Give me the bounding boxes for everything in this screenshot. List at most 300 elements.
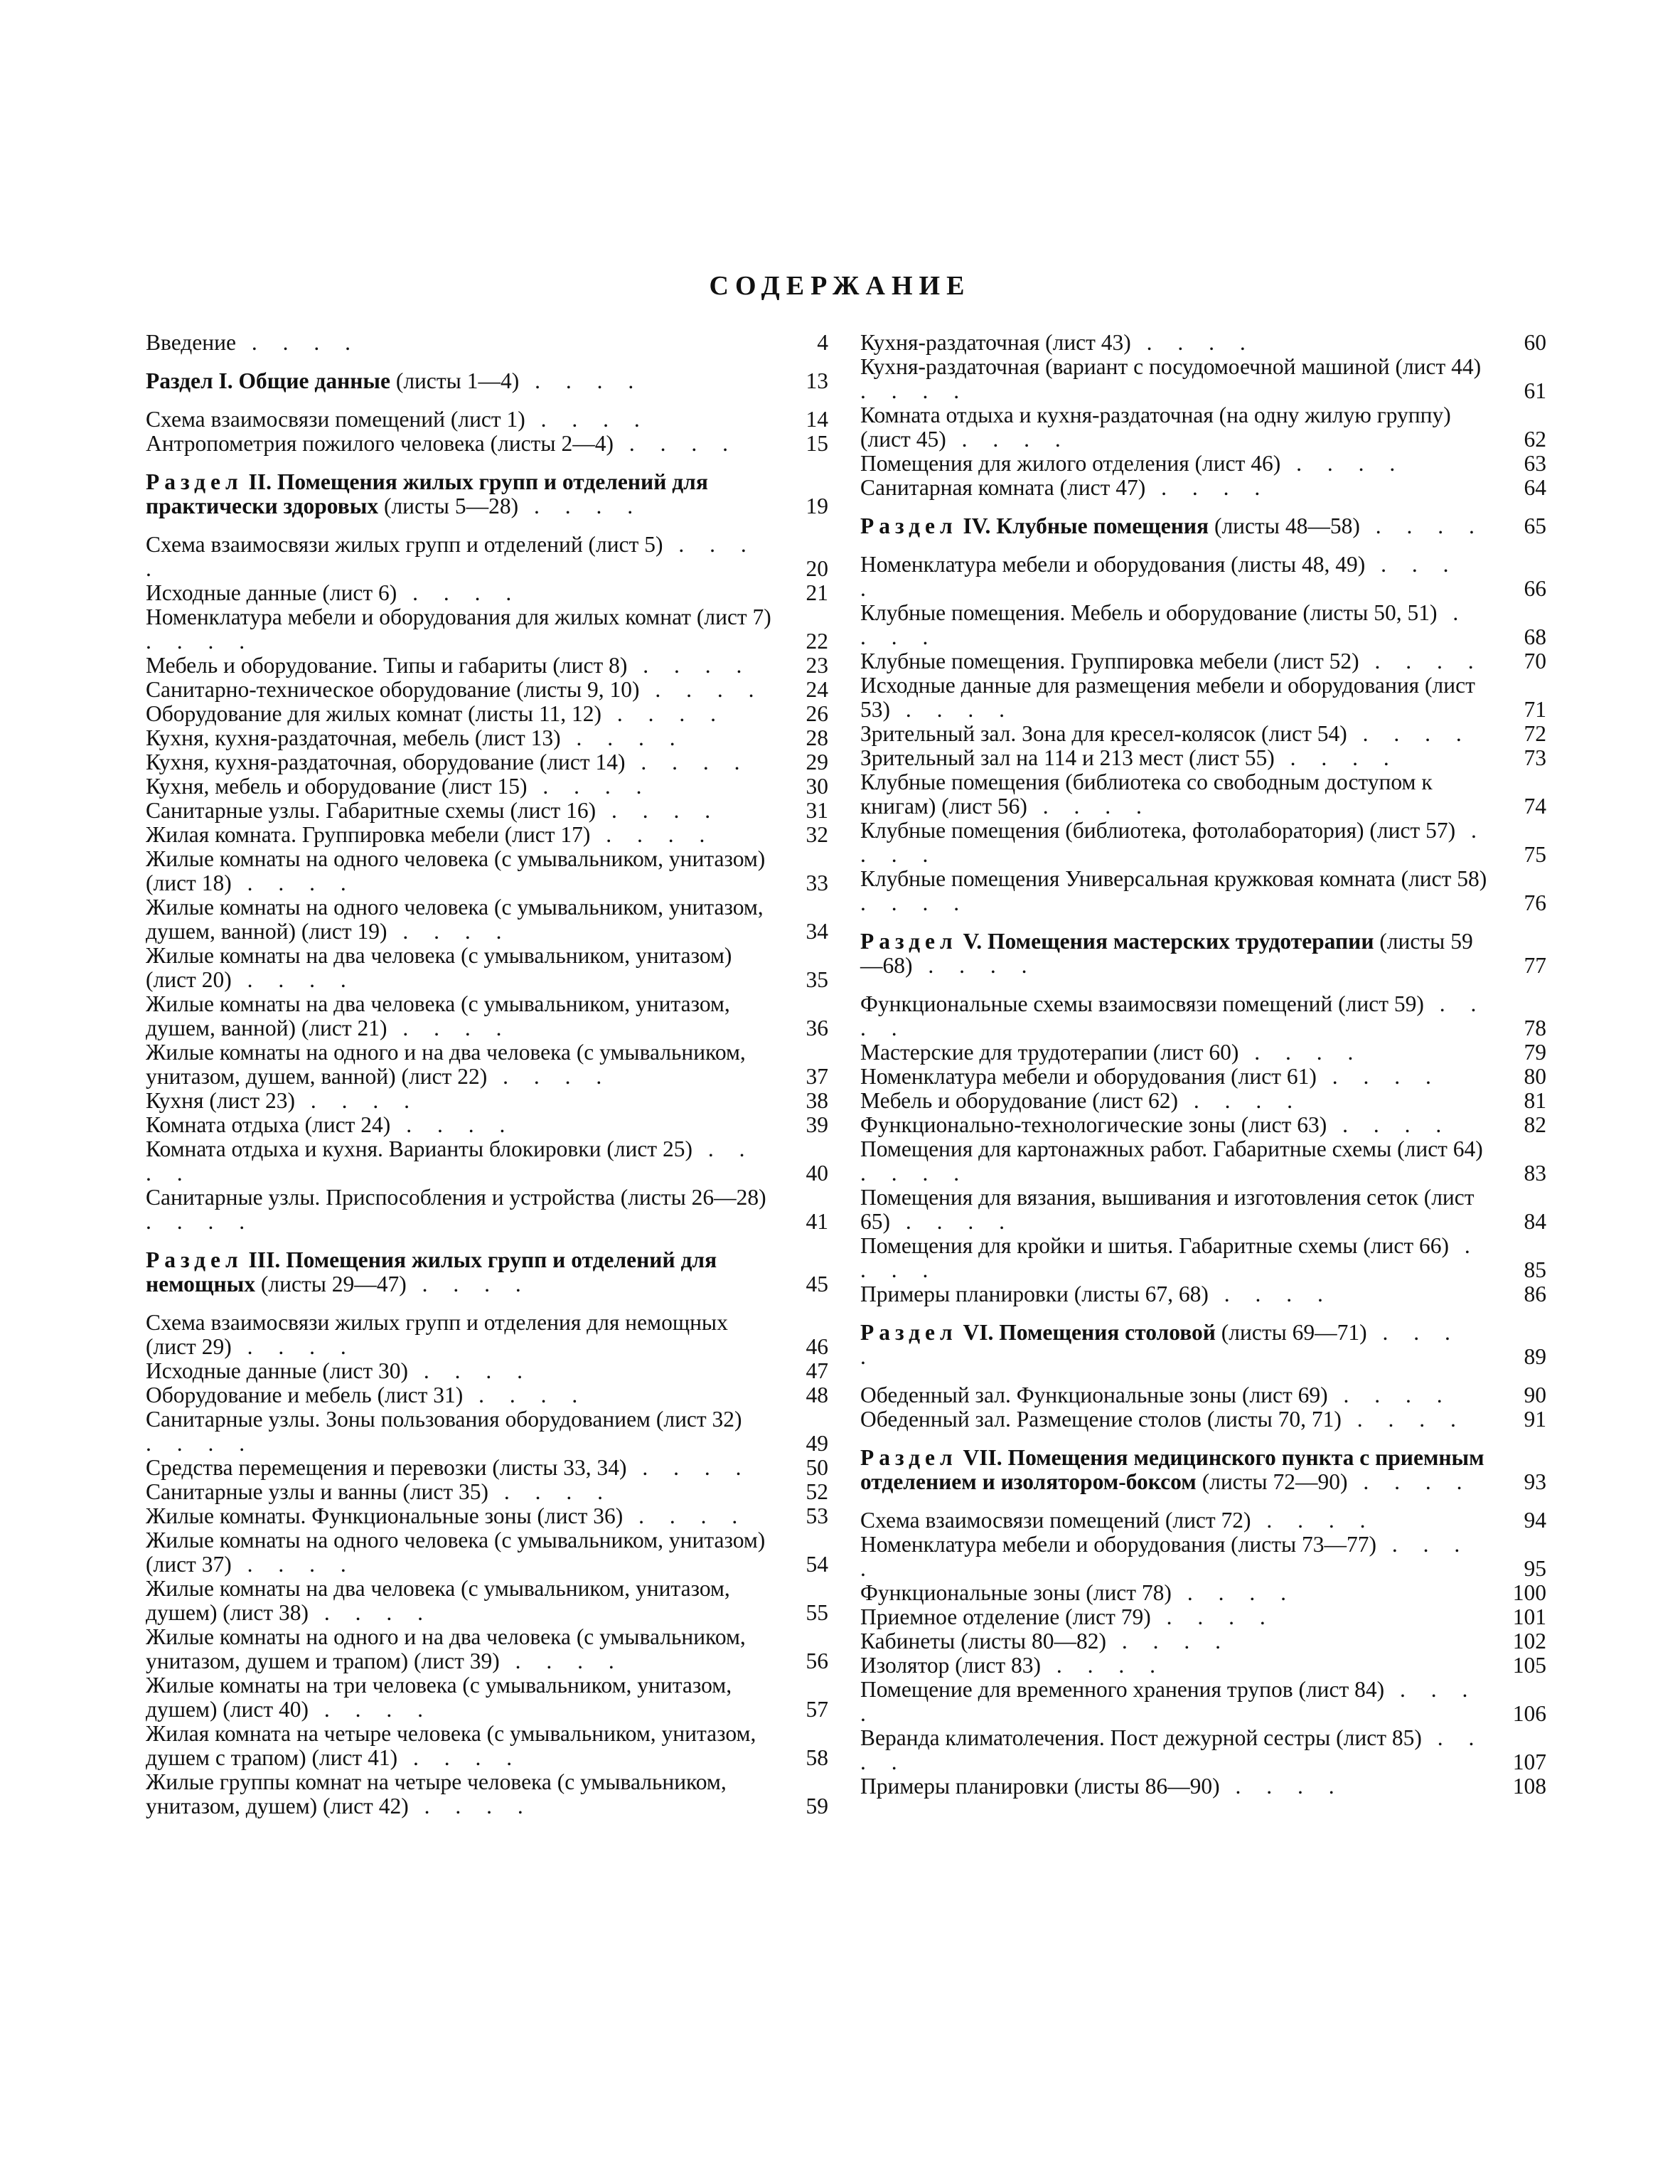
toc-entry-title (146, 1673, 771, 1722)
toc-entry (146, 702, 828, 726)
page-number: 13 (806, 368, 828, 393)
leader-dots: . . . . (1238, 1040, 1364, 1065)
entry-text: Санитарные узлы. Зоны пользования оборудованием (лист 32) (146, 1407, 742, 1432)
toc-entry (146, 1383, 828, 1407)
toc-entry (860, 1089, 1546, 1113)
entry-text: Изолятор (лист 83) (860, 1653, 1041, 1678)
entry-text: Комната отдыха (лист 24) (146, 1112, 391, 1137)
entry-text: Жилые комнаты на два человека (с умывальником, унитазом, душем, ванной) (лист 21) (146, 991, 730, 1040)
section-word: Раздел (146, 1247, 243, 1272)
page-number: 36 (806, 1016, 828, 1040)
leader-dots: . . . . (309, 1600, 433, 1625)
toc-entry-title (860, 601, 1489, 649)
page-number: 62 (1524, 427, 1546, 452)
entry-text: Клубные помещения Универсальная кружковая комната (лист 58) (860, 866, 1487, 891)
entry-text: (листы 59—68) (860, 929, 1473, 978)
toc-entry (146, 1137, 828, 1186)
toc-entry (146, 1456, 828, 1480)
toc-section-entry (860, 1321, 1546, 1369)
page-number: 15 (806, 431, 828, 456)
page-number: 28 (806, 725, 828, 750)
toc-section-entry (146, 331, 828, 355)
leader-dots: . . . . (590, 822, 715, 847)
page-number: 26 (806, 701, 828, 726)
toc-entry-title (860, 770, 1489, 819)
page-number: 35 (806, 967, 828, 992)
page-number: 46 (806, 1334, 828, 1359)
toc-entry (860, 649, 1546, 673)
entry-text: Мебель и оборудование (лист 62) (860, 1088, 1178, 1113)
toc-entry (146, 750, 828, 774)
toc-entry-title (860, 673, 1489, 722)
entry-text: Веранда климатолечения. Пост дежурной сестры (лист 85) (860, 1725, 1422, 1750)
page-number: 105 (1512, 1653, 1546, 1678)
toc-entry-title (146, 1577, 771, 1625)
page-number: 77 (1524, 953, 1546, 978)
page-number: 95 (1524, 1556, 1546, 1581)
entry-text: Примеры планировки (листы 86—90) (860, 1774, 1220, 1799)
page-number: 49 (806, 1431, 828, 1456)
toc-entry (146, 1089, 828, 1113)
entry-text: Клубные помещения. Мебель и оборудование (листы 50, 51) (860, 600, 1438, 625)
toc-entry (860, 1678, 1546, 1726)
toc-entry-title (860, 1678, 1489, 1726)
toc-entry-title (146, 581, 771, 605)
leader-dots: . . . . (387, 1016, 512, 1040)
leader-dots: . . . . (1274, 745, 1399, 770)
toc-entry (146, 1311, 828, 1359)
toc-column-right (860, 331, 1546, 1799)
leader-dots: . . . . (1280, 451, 1406, 476)
toc-entry (860, 601, 1546, 649)
page-number: 78 (1524, 1016, 1546, 1040)
leader-dots: . . . . (860, 378, 970, 403)
entry-text: Жилые комнаты на одного и на два человека (с умывальником, унитазом, душем, ванной) (лист 22) (146, 1040, 746, 1089)
leader-dots: . . . . (626, 1455, 751, 1480)
toc-entry-title (146, 1770, 771, 1818)
leader-dots: . . . . (1341, 1407, 1466, 1432)
toc-entry (146, 799, 828, 823)
page-number: 68 (1524, 624, 1546, 649)
page-number: 29 (806, 750, 828, 774)
leader-dots: . . . . (860, 600, 1469, 649)
page-number: 59 (806, 1794, 828, 1818)
toc-section-entry (146, 369, 828, 393)
entry-text: (листы 1—4) (390, 368, 520, 393)
toc-entry (860, 722, 1546, 746)
toc-entry-title (146, 605, 771, 654)
leader-dots: . . . . (488, 1479, 614, 1504)
entry-text: Зрительный зал. Зона для кресел-колясок (лист 54) (860, 721, 1347, 746)
leader-dots: . . . . (146, 629, 255, 654)
toc-entry-title (146, 1186, 771, 1234)
leader-dots: . . . . (1106, 1629, 1231, 1653)
leader-dots: . . . . (1040, 1653, 1165, 1678)
entry-text: (листы 69—71) (1215, 1320, 1367, 1345)
toc-entry (146, 581, 828, 605)
toc-entry-title (146, 533, 771, 581)
entry-text: Мебель и оборудование. Типы и габариты (лист 8) (146, 653, 628, 678)
leader-dots: . . . . (627, 653, 752, 678)
entry-text: Обеденный зал. Размещение столов (листы 70, 71) (860, 1407, 1342, 1432)
toc-entry-title (146, 1311, 771, 1359)
page-number: 70 (1524, 649, 1546, 673)
page-number: 63 (1524, 451, 1546, 476)
toc-entry-title (860, 1065, 1489, 1089)
leader-dots: . . . . (860, 1677, 1478, 1726)
section-heading: IV. Клубные помещения (957, 513, 1209, 538)
entry-text: (листы 29—47) (255, 1272, 407, 1296)
toc-entry (146, 1359, 828, 1383)
leader-dots: . . . . (639, 677, 764, 702)
page-number: 91 (1524, 1407, 1546, 1432)
page-number: 81 (1524, 1088, 1546, 1113)
toc-entry-title (146, 702, 771, 726)
page-number: 57 (806, 1697, 828, 1722)
leader-dots: . . . . (860, 1725, 1484, 1774)
page-number: 75 (1524, 842, 1546, 867)
toc-entry-title (860, 1137, 1489, 1186)
toc-entry-title (146, 1722, 771, 1770)
page-number: 72 (1524, 721, 1546, 746)
leader-dots: . . . . (560, 725, 685, 750)
page-number: 80 (1524, 1064, 1546, 1089)
leader-dots: . . . . (146, 1431, 255, 1456)
page-number: 33 (806, 870, 828, 895)
toc-entry (860, 1508, 1546, 1533)
toc-entry-title (146, 1383, 771, 1407)
section-word: Раздел (860, 1445, 958, 1470)
toc-column-left (146, 331, 828, 1818)
entry-text: Помещения для картонажных работ. Габаритные схемы (лист 64) (860, 1136, 1483, 1161)
leader-dots: . . . . (601, 701, 727, 726)
toc-entry (860, 1282, 1546, 1306)
toc-entry-title (146, 944, 771, 992)
entry-text: Санитарные узлы. Габаритные схемы (лист 16) (146, 798, 596, 823)
entry-text: Кухня, кухня-раздаточная, оборудование (лист 14) (146, 750, 626, 774)
section-word: Раздел (146, 469, 243, 494)
toc-entry (146, 1577, 828, 1625)
entry-text: Функциональные схемы взаимосвязи помещений (лист 59) (860, 991, 1424, 1016)
page-number: 100 (1512, 1580, 1546, 1605)
toc-entry-title (146, 750, 771, 774)
toc-entry-title (860, 1629, 1489, 1653)
entry-text: Номенклатура мебели и оборудования (листы 48, 49) (860, 552, 1366, 577)
toc-entry-title (146, 726, 771, 750)
toc-entry-title (146, 407, 771, 432)
leader-dots: . . . . (1027, 794, 1152, 819)
toc-entry (860, 452, 1546, 476)
page-number: 102 (1512, 1629, 1546, 1653)
leader-dots: . . . . (1150, 1604, 1275, 1629)
leader-dots: . . . . (860, 552, 1459, 601)
toc-entry-title (860, 1446, 1489, 1494)
entry-text: Функциональные зоны (лист 78) (860, 1580, 1172, 1605)
toc-section-entry (860, 929, 1546, 978)
entry-text: Помещения для кройки и шитья. Габаритные схемы (лист 66) (860, 1233, 1449, 1258)
entry-text: Обеденный зал. Функциональные зоны (лист 69) (860, 1383, 1328, 1407)
leader-dots: . . . . (295, 1088, 420, 1113)
entry-text: Средства перемещения и перевозки (листы 33, 34) (146, 1455, 627, 1480)
toc-entry (860, 673, 1546, 722)
leader-dots: . . . . (1130, 330, 1256, 355)
toc-entry (860, 1040, 1546, 1065)
page-number: 64 (1524, 475, 1546, 500)
leader-dots: . . . . (1327, 1383, 1452, 1407)
leader-dots: . . . . (613, 431, 738, 456)
page-number: 52 (806, 1479, 828, 1504)
leader-dots: . . . . (397, 580, 522, 605)
leader-dots: . . . . (1316, 1064, 1441, 1089)
toc-entry-title (146, 1480, 771, 1504)
toc-entry (860, 1581, 1546, 1605)
leader-dots: . . . . (860, 1161, 970, 1186)
leader-dots: . . . . (146, 1136, 755, 1186)
page-number: 76 (1524, 890, 1546, 915)
leader-dots: . . . . (1219, 1774, 1344, 1799)
toc-entry-title (860, 1089, 1489, 1113)
section-label (146, 368, 390, 393)
entry-text: Номенклатура мебели и оборудования для жилых комнат (лист 7) (146, 604, 771, 629)
leader-dots: . . . . (1359, 513, 1484, 538)
page-number: 60 (1524, 330, 1546, 355)
toc-entry-title (146, 1089, 771, 1113)
leader-dots: . . . . (1347, 721, 1472, 746)
leader-dots: . . . . (1347, 1469, 1472, 1494)
toc-entry (146, 654, 828, 678)
toc-entry-title (860, 929, 1489, 978)
entry-text: Санитарная комната (лист 47) (860, 475, 1146, 500)
toc-entry-title (860, 553, 1489, 601)
page-number: 14 (806, 407, 828, 432)
leader-dots: . . . . (387, 919, 512, 944)
leader-dots: . . . . (231, 1552, 356, 1577)
toc-entry-title (146, 1359, 771, 1383)
page-number: 73 (1524, 745, 1546, 770)
toc-entry (146, 1770, 828, 1818)
entry-text: Исходные данные (лист 6) (146, 580, 397, 605)
toc-entry-title (146, 654, 771, 678)
page-number: 24 (806, 677, 828, 702)
page-number: 74 (1524, 794, 1546, 819)
toc-entry-title (860, 746, 1489, 770)
entry-text: Исходные данные для размещения мебели и оборудования (лист 53) (860, 673, 1475, 722)
section-word: Раздел (860, 929, 958, 954)
toc-entry (860, 1533, 1546, 1581)
toc-entry-title (860, 1383, 1489, 1407)
page-number: 61 (1524, 378, 1546, 403)
page-number: 4 (817, 330, 828, 355)
toc-entry-title (146, 369, 771, 393)
toc-entry-title (860, 355, 1489, 403)
entry-text: Клубные помещения (библиотека со свободным доступом к книгам) (лист 56) (860, 769, 1433, 819)
section-heading: V. Помещения мастерских трудотерапии (957, 929, 1374, 954)
section-word: Раздел (860, 513, 958, 538)
toc-entry-title (860, 1282, 1489, 1306)
leader-dots: . . . . (1177, 1088, 1302, 1113)
toc-entry-title (146, 823, 771, 847)
page-number: 41 (806, 1209, 828, 1234)
toc-entry-title (860, 1508, 1489, 1533)
toc-entry (860, 355, 1546, 403)
page-number: 106 (1512, 1701, 1546, 1726)
leader-dots: . . . . (309, 1697, 433, 1722)
toc-entry-title (860, 1653, 1489, 1678)
toc-entry-title (146, 432, 771, 456)
page-title: СОДЕРЖАНИЕ (709, 271, 971, 301)
leader-dots: . . . . (408, 1794, 533, 1818)
toc-entry-title (146, 774, 771, 799)
entry-text: Номенклатура мебели и оборудования (лист 61) (860, 1064, 1317, 1089)
entry-text: Помещения для жилого отделения (лист 46) (860, 451, 1281, 476)
toc-entry (860, 476, 1546, 500)
page-number: 21 (806, 580, 828, 605)
toc-entry-title (146, 470, 771, 518)
toc-entry (146, 407, 828, 432)
entry-text: Жилая комната на четыре человека (с умывальником, унитазом, душем с трапом) (лист 41) (146, 1721, 756, 1770)
toc-entry-title (146, 1625, 771, 1673)
toc-entry-title (860, 331, 1489, 355)
page-number: 23 (806, 653, 828, 678)
toc-entry (860, 1629, 1546, 1653)
toc-entry (146, 1504, 828, 1528)
entry-text: Схема взаимосвязи помещений (лист 72) (860, 1508, 1251, 1533)
entry-text: Жилые комнаты на одного и на два человека (с умывальником, унитазом, душем и трапом) (лист 39) (146, 1624, 746, 1673)
toc-entry-title (146, 895, 771, 944)
page-number: 86 (1524, 1282, 1546, 1306)
entry-text: Клубные помещения. Группировка мебели (лист 52) (860, 649, 1359, 673)
page-number: 84 (1524, 1209, 1546, 1234)
leader-dots: . . . . (623, 1503, 748, 1528)
toc-entry-title (860, 1040, 1489, 1065)
toc-entry (146, 1113, 828, 1137)
toc-entry-title (860, 649, 1489, 673)
entry-text: Комната отдыха и кухня-раздаточная (на одну жилую группу) (лист 45) (860, 403, 1451, 452)
toc-entry-title (146, 1407, 771, 1456)
toc-entry-title (146, 847, 771, 895)
toc-entry-title (860, 819, 1489, 867)
toc-entry-title (860, 722, 1489, 746)
leader-dots: . . . . (860, 1532, 1470, 1581)
toc-entry (146, 774, 828, 799)
leader-dots: . . . . (463, 1383, 588, 1407)
toc-entry-title (860, 992, 1489, 1040)
toc-section-entry (860, 514, 1546, 538)
toc-entry-title (860, 514, 1489, 538)
leader-dots: . . . . (518, 494, 643, 518)
toc-entry (860, 1774, 1546, 1799)
toc-entry-title (860, 1234, 1489, 1282)
toc-entry (860, 1653, 1546, 1678)
entry-text: Жилые комнаты на три человека (с умывальником, унитазом, душем) (лист 40) (146, 1673, 732, 1722)
leader-dots: . . . . (860, 1320, 1460, 1369)
leader-dots: . . . . (231, 967, 356, 992)
entry-text: Кухня-раздаточная (лист 43) (860, 330, 1131, 355)
leader-dots: . . . . (860, 818, 1487, 867)
toc-entry-title (146, 992, 771, 1040)
page-number: 31 (806, 798, 828, 823)
page-number: 71 (1524, 697, 1546, 722)
entry-text: (листы 48—58) (1209, 513, 1360, 538)
page-number: 32 (806, 822, 828, 847)
toc-entry-title (860, 1774, 1489, 1799)
leader-dots: . . . . (519, 368, 644, 393)
section-heading: VII. Помещения медицинского пункта с приемным отделением и изолятором-боксом (860, 1445, 1484, 1494)
leader-dots: . . . . (1251, 1508, 1376, 1533)
toc-entry-title (146, 1456, 771, 1480)
toc-entry-title (860, 1581, 1489, 1605)
page-number: 55 (806, 1600, 828, 1625)
leader-dots: . . . . (860, 1233, 1480, 1282)
entry-text: Оборудование и мебель (лист 31) (146, 1383, 464, 1407)
entry-text: Помещение для временного хранения трупов (лист 84) (860, 1677, 1385, 1702)
leader-dots: . . . . (1359, 649, 1484, 673)
page-number: 58 (806, 1745, 828, 1770)
toc-entry-title (860, 1186, 1489, 1234)
toc-entry-title (860, 1605, 1489, 1629)
leader-dots: . . . . (231, 1334, 356, 1359)
leader-dots: . . . . (231, 870, 356, 895)
toc-entry (146, 1040, 828, 1089)
toc-entry (860, 1726, 1546, 1774)
toc-entry-title (146, 1248, 771, 1296)
page-number: 39 (806, 1112, 828, 1137)
entry-text: Мастерские для трудотерапии (лист 60) (860, 1040, 1239, 1065)
toc-section-entry (146, 1248, 828, 1296)
page-number: 38 (806, 1088, 828, 1113)
entry-text: Антропометрия пожилого человека (листы 2—4) (146, 431, 614, 456)
toc-entry (146, 678, 828, 702)
toc-entry (860, 867, 1546, 915)
entry-text: Кухня, кухня-раздаточная, мебель (лист 13) (146, 725, 561, 750)
toc-entry (860, 553, 1546, 601)
page-number: 50 (806, 1455, 828, 1480)
toc-entry (860, 1407, 1546, 1432)
toc-entry (146, 726, 828, 750)
entry-text: Номенклатура мебели и оборудования (листы 73—77) (860, 1532, 1377, 1557)
page-number: 37 (806, 1064, 828, 1089)
page-number: 94 (1524, 1508, 1546, 1533)
page-number: 40 (806, 1161, 828, 1186)
toc-entry-title (146, 1504, 771, 1528)
leader-dots: . . . . (499, 1648, 624, 1673)
entry-text: Жилые комнаты на два человека (с умывальником, унитазом) (лист 20) (146, 943, 732, 992)
leader-dots: . . . . (235, 330, 360, 355)
leader-dots: . . . . (890, 1209, 1015, 1234)
entry-text: Клубные помещения (библиотека, фотолаборатория) (лист 57) (860, 818, 1456, 843)
entry-text: Санитарно-техническое оборудование (листы 9, 10) (146, 677, 640, 702)
toc-entry-title (146, 331, 771, 355)
page-number: 83 (1524, 1161, 1546, 1186)
toc-entry (146, 1673, 828, 1722)
toc-entry-title (860, 1533, 1489, 1581)
toc-entry (860, 1113, 1546, 1137)
page-number: 45 (806, 1272, 828, 1296)
toc-section-entry (146, 470, 828, 518)
leader-dots: . . . . (1145, 475, 1270, 500)
toc-entry-title (860, 452, 1489, 476)
page-number: 101 (1512, 1604, 1546, 1629)
entry-text: Примеры планировки (листы 67, 68) (860, 1282, 1209, 1306)
toc-entry (146, 432, 828, 456)
page-number: 19 (806, 494, 828, 518)
leader-dots: . . . . (1171, 1580, 1296, 1605)
entry-text: Санитарные узлы. Приспособления и устройства (листы 26—28) (146, 1185, 766, 1210)
entry-text: Кухня-раздаточная (вариант с посудомоечной машиной (лист 44) (860, 354, 1482, 379)
leader-dots: . . . . (860, 890, 970, 915)
entry-text: Кабинеты (листы 80—82) (860, 1629, 1106, 1653)
page-number: 47 (806, 1358, 828, 1383)
